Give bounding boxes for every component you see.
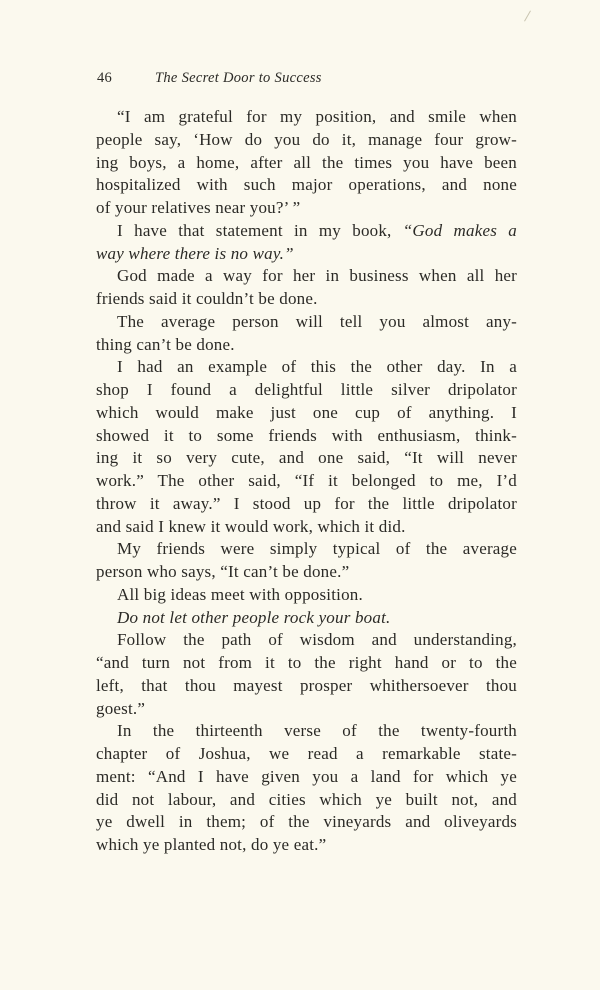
text-line — [96, 129, 517, 152]
italic-text: way where there is no way.” — [96, 243, 294, 263]
text-line — [96, 675, 517, 698]
body-text: My friends were simply typical of the average — [117, 539, 517, 559]
text-line — [96, 766, 517, 789]
text-line — [96, 470, 517, 493]
scan-mark — [524, 11, 531, 22]
italic-text: Do not let other people rock your boat. — [117, 607, 391, 627]
text-line — [96, 720, 517, 743]
text-line — [96, 288, 517, 311]
text-line — [96, 538, 517, 561]
text-line — [96, 174, 517, 197]
body-text: Follow the path of wisdom and understanding, — [117, 630, 517, 650]
body-text: hospitalized with such major operations, and none — [96, 175, 517, 195]
text-line — [96, 652, 517, 675]
text-line — [96, 561, 517, 584]
body-text: and said I knew it would work, which it did. — [96, 516, 406, 536]
text-line — [96, 743, 517, 766]
body-text: person who says, “It can’t be done.” — [96, 562, 350, 581]
text-line — [96, 493, 517, 516]
text-line — [96, 811, 517, 834]
body-text: ing it so very cute, and one said, “It will never — [96, 448, 517, 468]
body-text: goest.” — [96, 698, 146, 718]
body-text: throw it away.” I stood up for the little dripolator — [96, 493, 517, 513]
text-line — [96, 789, 517, 812]
text-line — [96, 265, 517, 288]
text-line — [96, 106, 517, 129]
page-number: 46 — [97, 70, 113, 86]
text-line — [96, 334, 517, 357]
body-text: thing can’t be done. — [96, 334, 235, 354]
text-line — [96, 197, 517, 220]
text-line — [96, 311, 517, 334]
body-text: The average person will tell you almost any- — [117, 311, 517, 331]
body-text: “and turn not from it to the right hand or to the — [96, 653, 517, 672]
text-line — [96, 402, 517, 425]
body-text: ment: “And I have given you a land for which ye — [96, 766, 517, 786]
text-line — [96, 425, 517, 448]
body-text: left, that thou mayest prosper whithersoever thou — [96, 675, 517, 695]
body-text: shop I found a delightful little silver dripolator — [96, 380, 517, 399]
body-text: In the thirteenth verse of the twenty-fourth — [117, 721, 517, 741]
body-text: I have that statement in my book, — [117, 220, 403, 240]
text-line — [96, 220, 517, 243]
text-line — [96, 698, 517, 721]
text-line — [96, 516, 517, 539]
body-text: I had an example of this the other day. In a — [117, 357, 517, 377]
body-text: work.” The other said, “If it belonged to me, I’d — [96, 471, 517, 490]
page-body — [96, 106, 517, 857]
text-line — [96, 584, 517, 607]
body-text: people say, ‘How do you do it, manage four grow- — [96, 129, 517, 149]
text-line — [96, 834, 517, 857]
body-text: did not labour, and cities which ye built not, and — [96, 789, 517, 809]
italic-text: “God makes a — [402, 220, 517, 240]
text-line — [96, 152, 517, 175]
body-text: friends said it couldn’t be done. — [96, 289, 318, 308]
body-text: ye dwell in them; of the vineyards and oliveyards — [96, 812, 517, 832]
body-text: chapter of Joshua, we read a remarkable state- — [96, 744, 517, 763]
body-text: of your relatives near you?’ ” — [96, 198, 301, 217]
body-text: which would make just one cup of anything. I — [96, 402, 517, 422]
body-text: ing boys, a home, after all the times you have been — [96, 152, 517, 172]
body-text: which ye planted not, do ye eat.” — [96, 835, 327, 854]
text-line — [96, 607, 517, 630]
text-line — [96, 629, 517, 652]
text-line — [96, 356, 517, 379]
body-text: God made a way for her in business when all her — [117, 266, 517, 286]
text-line — [96, 243, 517, 266]
body-text: All big ideas meet with opposition. — [117, 584, 363, 604]
body-text: “I am grateful for my position, and smile when — [117, 107, 517, 126]
text-line — [96, 379, 517, 402]
text-line — [96, 447, 517, 470]
body-text: showed it to some friends with enthusiasm, think- — [96, 425, 517, 445]
running-title: The Secret Door to Success — [155, 70, 322, 86]
